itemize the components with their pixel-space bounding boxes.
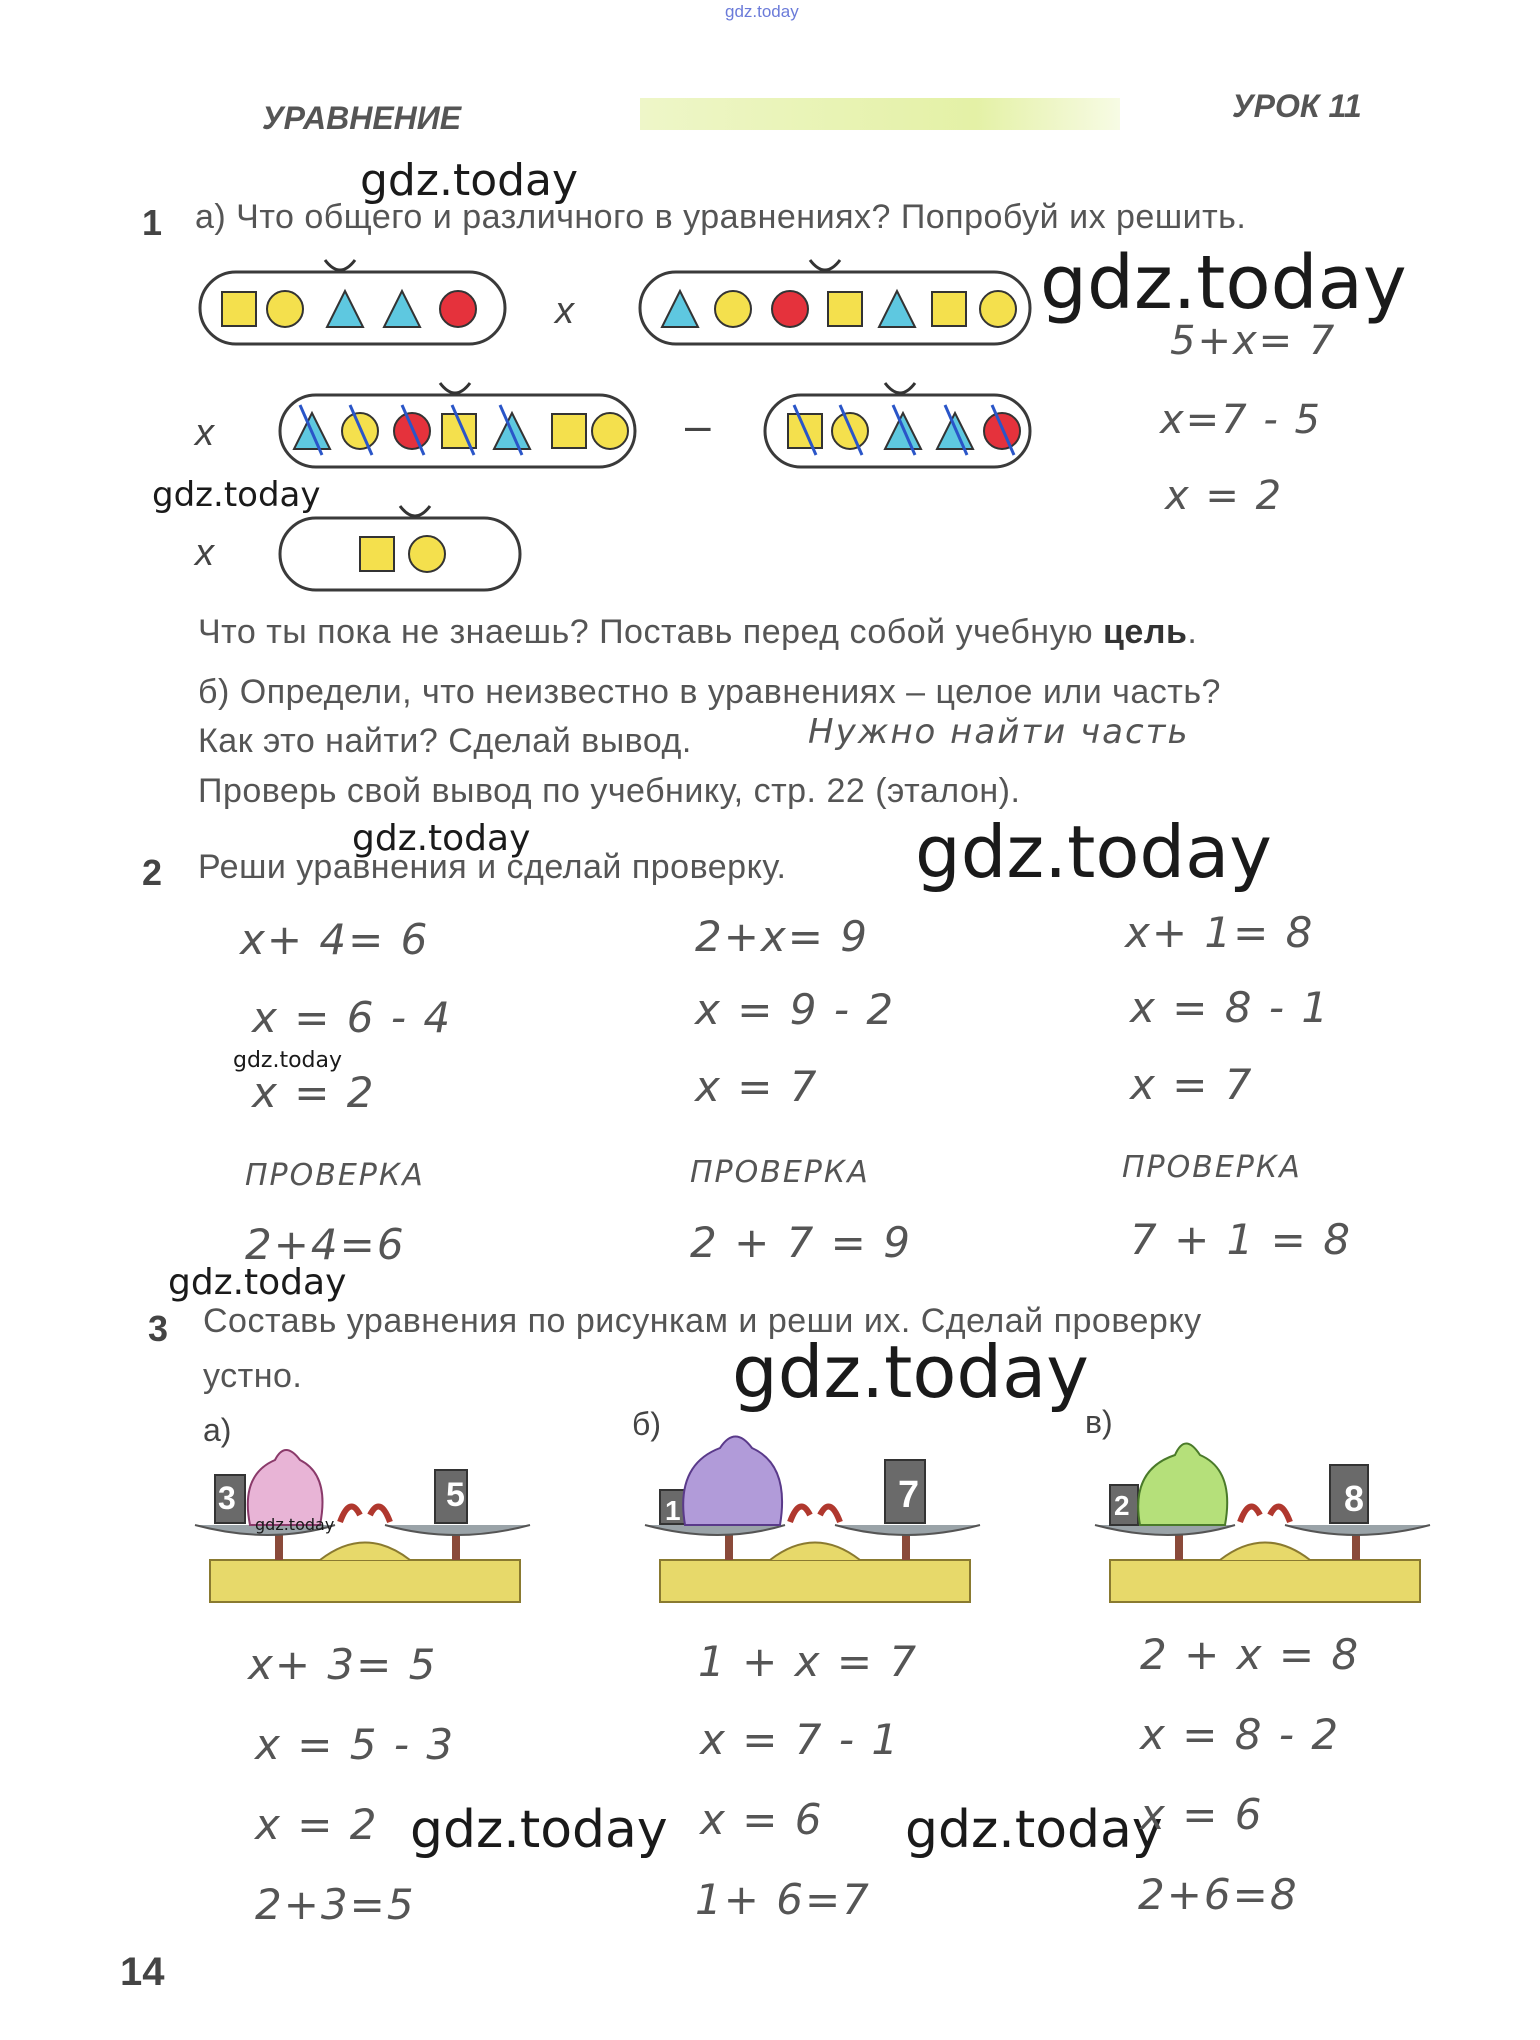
hand-solution-line: x=7 - 5 bbox=[1160, 397, 1322, 443]
task-number: 2 bbox=[142, 852, 163, 893]
watermark: gdz.today bbox=[352, 818, 531, 859]
equation-line: x = 6 bbox=[700, 1795, 824, 1844]
watermark: gdz.today bbox=[152, 475, 321, 515]
task-number: 1 bbox=[142, 202, 163, 243]
task-number: 3 bbox=[148, 1308, 169, 1349]
brace-icon bbox=[325, 260, 355, 270]
hand-solution-line: 5+x= 7 bbox=[1170, 318, 1337, 364]
pill-result bbox=[280, 518, 520, 590]
brace-icon bbox=[400, 506, 430, 516]
check-line: 2+3=5 bbox=[255, 1880, 416, 1929]
circle-icon bbox=[440, 291, 476, 327]
square-icon bbox=[552, 414, 586, 448]
check-line: 2 + 7 = 9 bbox=[690, 1218, 912, 1267]
watermark: gdz.today bbox=[410, 1800, 668, 1860]
check-line: 7 + 1 = 8 bbox=[1130, 1215, 1352, 1264]
circle-icon bbox=[715, 291, 751, 327]
equation-line: x = 2 bbox=[252, 1068, 376, 1117]
square-icon bbox=[360, 537, 394, 571]
weight-value: 1 bbox=[665, 1495, 681, 1526]
goal-text bbox=[198, 613, 1197, 652]
x-label: x bbox=[195, 412, 214, 454]
shape-equations bbox=[190, 250, 1070, 610]
watermark: gdz.today bbox=[1040, 240, 1407, 326]
bag-icon bbox=[683, 1437, 782, 1526]
equation-line: 2+x= 9 bbox=[695, 912, 870, 961]
task-text: Реши уравнения и сделай проверку. bbox=[198, 848, 787, 886]
equation-line: x+ 1= 8 bbox=[1125, 908, 1315, 957]
brace-icon bbox=[810, 260, 840, 270]
square-icon bbox=[932, 292, 966, 326]
check-line: 2+4=6 bbox=[245, 1220, 406, 1269]
watermark: gdz.today bbox=[360, 155, 579, 206]
brace-icon bbox=[440, 383, 470, 393]
task-text: устно. bbox=[203, 1357, 303, 1395]
hand-answer: Нужно найти часть bbox=[808, 712, 1190, 752]
watermark: gdz.today bbox=[915, 810, 1272, 894]
circle-icon bbox=[592, 413, 628, 449]
header-bar bbox=[640, 98, 1120, 130]
task-text: Составь уравнения по рисункам и реши их. Сделай проверку bbox=[203, 1302, 1202, 1340]
scale-label: б) bbox=[632, 1406, 661, 1442]
watermark: gdz.today bbox=[255, 1515, 335, 1534]
goal-text-main: Что ты пока не знаешь? Поставь перед собой учебную bbox=[198, 613, 1094, 651]
goal-end: . bbox=[1187, 613, 1198, 651]
equation-line: x = 8 - 1 bbox=[1130, 983, 1331, 1032]
task-text: б) Определи, что неизвестно в уравнениях – целое или часть? bbox=[198, 673, 1221, 711]
scale-label: а) bbox=[203, 1412, 232, 1448]
check-label: ПРОВЕРКА bbox=[690, 1155, 870, 1190]
equation-line: x+ 3= 5 bbox=[248, 1640, 438, 1689]
circle-icon bbox=[772, 291, 808, 327]
task-text: а) Что общего и различного в уравнениях? Попробуй их решить. bbox=[195, 198, 1247, 236]
watermark: gdz.today bbox=[732, 1330, 1089, 1414]
weight-value: 2 bbox=[1114, 1490, 1130, 1521]
equation-line: 1 + x = 7 bbox=[698, 1637, 919, 1686]
scale-picture bbox=[640, 1420, 1000, 1620]
brace-icon bbox=[885, 383, 915, 393]
equation-line: x = 7 - 1 bbox=[700, 1715, 901, 1764]
watermark: gdz.today bbox=[905, 1800, 1163, 1860]
equation-line: x = 6 bbox=[1140, 1790, 1264, 1839]
watermark: gdz.today bbox=[168, 1262, 347, 1303]
equation-line: x = 9 - 2 bbox=[695, 985, 896, 1034]
equation-line: x = 8 - 2 bbox=[1140, 1710, 1341, 1759]
square-icon bbox=[828, 292, 862, 326]
equation-line: x = 2 bbox=[255, 1800, 379, 1849]
equation-line: x+ 4= 6 bbox=[240, 915, 430, 964]
task-text: Проверь свой вывод по учебнику, стр. 22 (эталон). bbox=[198, 772, 1021, 810]
lesson-title: УРОК 11 bbox=[1232, 88, 1362, 124]
equation-line: 2 + x = 8 bbox=[1140, 1630, 1361, 1679]
square-icon bbox=[222, 292, 256, 326]
hand-solution-line: x = 2 bbox=[1165, 473, 1284, 519]
circle-icon bbox=[409, 536, 445, 572]
page-topic: УРАВНЕНИЕ bbox=[262, 100, 462, 136]
weight-value: 8 bbox=[1344, 1478, 1365, 1519]
watermark: gdz.today bbox=[233, 1048, 343, 1073]
check-label: ПРОВЕРКА bbox=[1122, 1150, 1302, 1185]
equation-line: x = 5 - 3 bbox=[255, 1720, 456, 1769]
minus-sign: – bbox=[685, 399, 711, 451]
weight-value: 5 bbox=[446, 1476, 465, 1514]
top-watermark: gdz.today bbox=[725, 2, 799, 21]
weight-value: 3 bbox=[218, 1480, 236, 1516]
equation-line: x = 7 bbox=[1130, 1060, 1254, 1109]
page-number: 14 bbox=[120, 1950, 165, 1994]
check-line: 2+6=8 bbox=[1138, 1870, 1299, 1919]
task-text: Как это найти? Сделай вывод. bbox=[198, 722, 692, 760]
bag-icon bbox=[1138, 1444, 1227, 1526]
equation-line: x = 7 bbox=[695, 1062, 819, 1111]
check-label: ПРОВЕРКА bbox=[245, 1158, 425, 1193]
goal-bold: цель bbox=[1103, 613, 1188, 651]
circle-icon bbox=[980, 291, 1016, 327]
scale-picture bbox=[1090, 1420, 1450, 1620]
circle-icon bbox=[267, 291, 303, 327]
scale-label: в) bbox=[1085, 1404, 1113, 1440]
bag-icon bbox=[248, 1450, 323, 1525]
weight-value: 7 bbox=[898, 1474, 920, 1516]
equation-line: x = 6 - 4 bbox=[252, 993, 453, 1042]
scale-picture bbox=[190, 1420, 550, 1620]
x-label: x bbox=[195, 532, 214, 574]
x-label: x bbox=[555, 290, 574, 332]
check-line: 1+ 6=7 bbox=[695, 1875, 871, 1924]
